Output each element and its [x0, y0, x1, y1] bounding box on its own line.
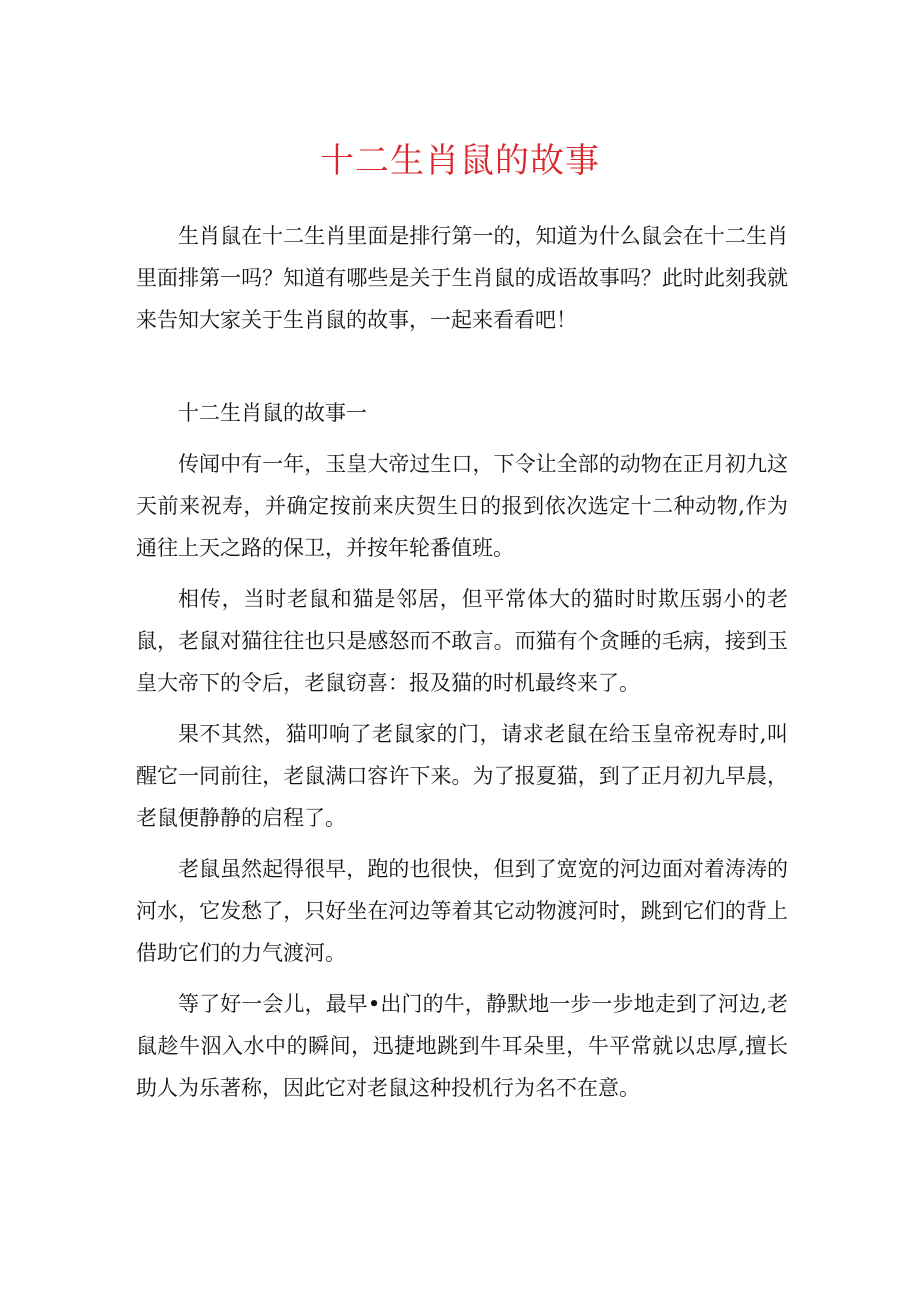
document-title: 十二生肖鼠的故事 — [320, 141, 600, 181]
story-paragraph-1: 传闻中有一年，玉皇大帝过生口，下令让全部的动物在正月初九这天前来祝寿，并确定按前来庆贺生日的报到依次选定十二种动物,作为通往上天之路的保卫，并按年轮番值班。 — [136, 452, 788, 560]
story-paragraph-5: 等了好一会儿，最早•出门的牛，静默地一步一步地走到了河边,老鼠趁牛泅入水中的瞬间，迅捷地跳到牛耳朵里，牛平常就以忠厚,擅长助人为乐著称，因此它对老鼠这种投机行为名不在意。 — [136, 992, 788, 1100]
story-paragraph-4: 老鼠虽然起得很早，跑的也很快，但到了宽宽的河边面对着涛涛的河水，它发愁了，只好坐在河边等着其它动物渡河时，跳到它们的背上借助它们的力气渡河。 — [136, 857, 788, 965]
story-paragraph-2: 相传，当时老鼠和猫是邻居，但平常体大的猫时时欺压弱小的老鼠，老鼠对猫往往也只是感怒而不敢言。而猫有个贪睡的毛病，接到玉皇大帝下的令后，老鼠窃喜：报及猫的时机最终来了。 — [136, 587, 788, 695]
section-title: 十二生肖鼠的故事一 — [178, 401, 367, 425]
document-body — [136, 215, 788, 1118]
story-paragraph-3: 果不其然，猫叩响了老鼠家的门，请求老鼠在给玉皇帝祝寿时,叫醒它一同前往，老鼠满口容许下来。为了报夏猫，到了正月初九早晨，老鼠便静静的启程了。 — [136, 722, 788, 830]
intro-paragraph: 生肖鼠在十二生肖里面是排行第一的，知道为什么鼠会在十二生肖里面排第一吗？知道有哪些是关于生肖鼠的成语故事吗？此时此刻我就来告知大家关于生肖鼠的故事，一起来看看吧！ — [136, 224, 788, 332]
